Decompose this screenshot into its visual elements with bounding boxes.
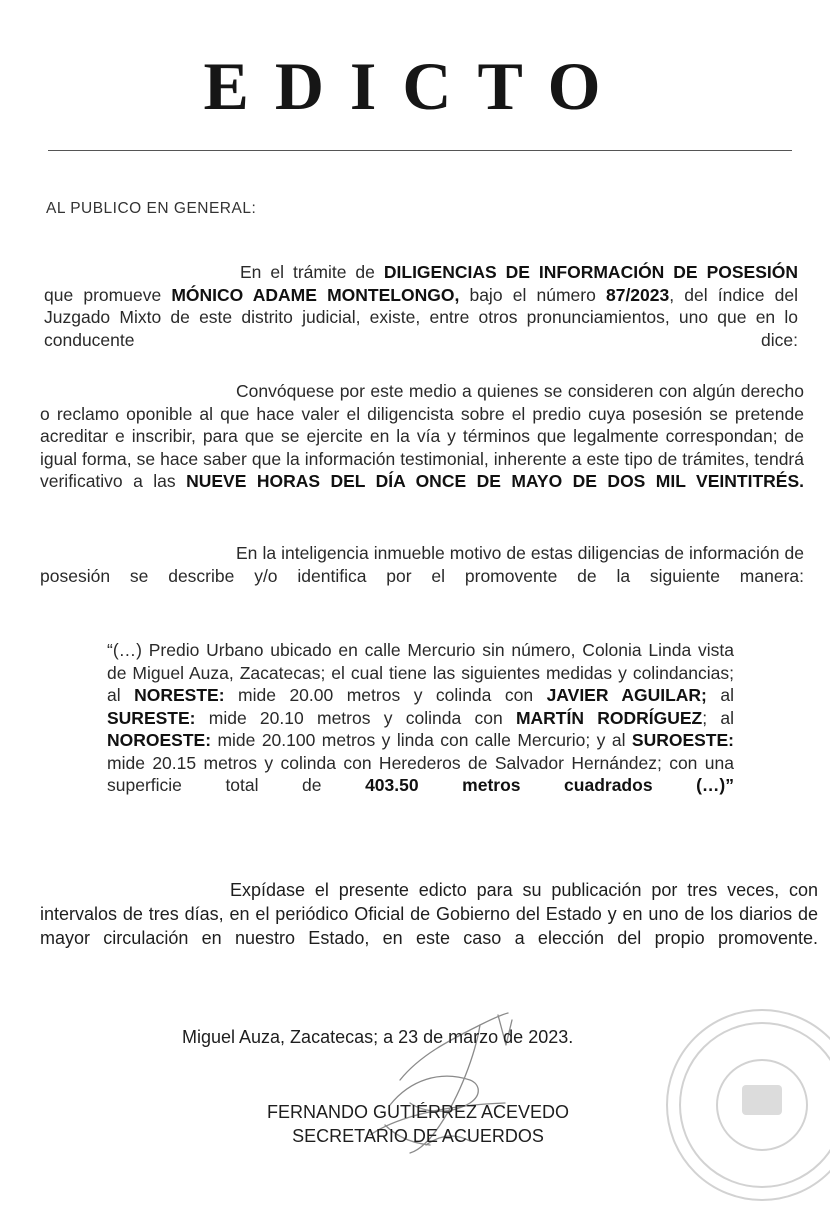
p1-procedure: DILIGENCIAS DE INFORMACIÓN DE POSESIÓN — [383, 262, 798, 282]
quote-text-i: ; al — [702, 707, 734, 728]
addressee: AL PUBLICO EN GENERAL: — [46, 200, 257, 217]
quote-text-m: mide 20.15 metros y colinda con Herederos de Salvador Hernández; con una superficie total de — [107, 752, 734, 795]
quote-noreste: NORESTE: — [134, 685, 225, 705]
quote-text-c: mide 20.00 metros y colinda con — [224, 685, 547, 705]
paragraph-1 — [44, 261, 798, 351]
p1-text-e: bajo el número — [459, 284, 606, 305]
quote-neighbor-2: MARTÍN RODRÍGUEZ — [515, 707, 703, 728]
property-description-quote — [107, 639, 734, 797]
document-title: EDICTO — [203, 48, 627, 124]
p4-text: Expídase el presente edicto para su publicación por tres veces, con intervalos de tres días, en el periódico Oficial de Gobierno del Estado y en uno de los diarios de mayor circulación en nuestro Estado, en este caso a elección del propio promovente. — [40, 880, 818, 948]
p1-case-number: 87/2023 — [605, 284, 670, 305]
signer-title: SECRETARIO DE ACUERDOS — [292, 1126, 544, 1146]
p1-text-c: que promueve — [44, 284, 172, 305]
quote-text-e: al — [706, 685, 734, 705]
quote-text-g: mide 20.10 metros y colinda con — [195, 707, 516, 728]
paragraph-2 — [40, 380, 804, 493]
quote-text-a: “(…) Predio Urbano ubicado en calle Mercurio sin número, Colonia Linda vista de Miguel Auza, Zacatecas; el cual tiene las siguientes medidas y colindancias; al — [107, 640, 734, 705]
p1-text-g: , del índice del Juzgado Mixto de este distrito judicial, existe, entre otros pronunciamientos, uno que en lo conducente dice: — [44, 284, 798, 350]
signer-block — [0, 1100, 830, 1148]
p1-text-a: En el trámite de — [240, 262, 384, 282]
p2-text-a: Convóquese por este medio a quienes se consideren con algún derecho o reclamo oponible al que hace valer el diligencista sobre el predio cuya posesión se pretende acreditar e inscribir, para que se ejercite en la vía y términos que legalmente correspondan; de igual forma, se hace saber que la información testimonial, inherente a este tipo de trámites, tendrá verificativo a las — [40, 381, 804, 491]
quote-total-area: 403.50 metros cuadrados (…)” — [365, 775, 734, 795]
place-and-date: Miguel Auza, Zacatecas; a 23 de marzo de 2023. — [182, 1027, 574, 1047]
quote-neighbor-1: JAVIER AGUILAR; — [546, 685, 707, 705]
quote-noroeste: NOROESTE: — [107, 730, 212, 750]
p2-hearing-date: NUEVE HORAS DEL DÍA ONCE DE MAYO DE DOS MIL VEINTITRÉS. — [186, 471, 804, 491]
handwritten-signature — [330, 985, 570, 1185]
quote-suroeste: SUROESTE: — [631, 730, 734, 750]
p3-text: En la inteligencia inmueble motivo de estas diligencias de información de posesión se describe y/o identifica por el promovente de la siguiente manera: — [40, 543, 804, 586]
paragraph-3 — [40, 542, 804, 587]
paragraph-4 — [40, 878, 818, 950]
signer-name: FERNANDO GUTIÉRREZ ACEVEDO — [266, 1102, 570, 1122]
quote-sureste: SURESTE: — [107, 707, 196, 728]
p1-promoter: MÓNICO ADAME MONTELONGO, — [171, 284, 460, 305]
quote-text-k: mide 20.100 metros y linda con calle Mercurio; y al — [211, 730, 632, 750]
title-divider — [48, 150, 792, 151]
